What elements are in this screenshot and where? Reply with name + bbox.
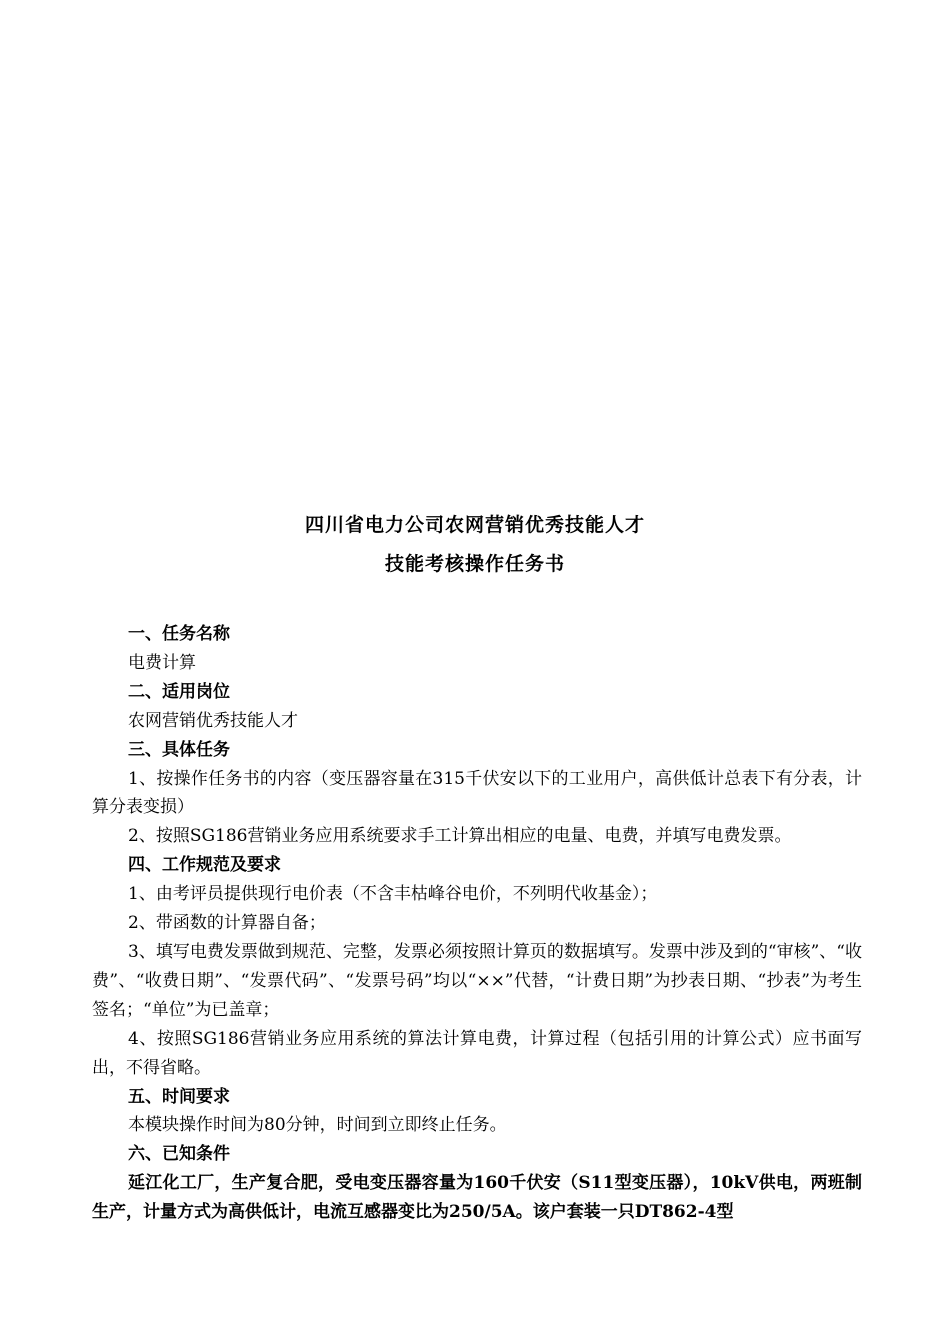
section-4-item-4: 4、按照SG186营销业务应用系统的算法计算电费，计算过程（包括引用的计算公式）应书面写出，不得省略。 [92, 1028, 862, 1078]
section-5-heading: 五、时间要求 [128, 1086, 230, 1107]
section-4-item-2: 2、带函数的计算器自备； [128, 913, 326, 934]
section-3-item-2: 2、按照SG186营销业务应用系统要求手工计算出相应的电量、电费，并填写电费发票。 [128, 826, 792, 847]
section-6-heading: 六、已知条件 [128, 1144, 230, 1165]
section-2-text: 农网营销优秀技能人才 [128, 710, 298, 731]
section-2-heading: 二、适用岗位 [128, 681, 230, 702]
section-1-heading: 一、任务名称 [128, 624, 230, 644]
section-4-item-3: 3、填写电费发票做到规范、完整，发票必须按照计算页的数据填写。发票中涉及到的“审核”、“收费”、“收费日期”、“发票代码”、“发票号码”均以“××”代替，“计费日期”为抄表日期、“抄表”为考生签名；“单位”为已盖章； [92, 941, 862, 1020]
section-6-text: 延江化工厂，生产复合肥，受电变压器容量为160千伏安（S11型变压器），10kV供电，两班制生产，计量方式为高供低计，电流互感器变比为250/5A。该户套装一只DT862-4型 [92, 1173, 862, 1223]
document-body [92, 620, 862, 1227]
section-4-heading: 四、工作规范及要求 [128, 855, 281, 876]
section-4-item-1: 1、由考评员提供现行电价表（不含丰枯峰谷电价，不列明代收基金）； [128, 884, 658, 905]
section-1-text: 电费计算 [128, 652, 196, 673]
document-title-line-2: 技能考核操作任务书 [384, 553, 565, 575]
document-title-line-1: 四川省电力公司农网营销优秀技能人才 [304, 514, 645, 536]
section-3-item-1: 1、按操作任务书的内容（变压器容量在315千伏安以下的工业用户，高供低计总表下有分表，计算分表变损） [92, 768, 862, 818]
section-3-heading: 三、具体任务 [128, 739, 230, 760]
section-5-text: 本模块操作时间为80分钟，时间到立即终止任务。 [128, 1115, 507, 1136]
